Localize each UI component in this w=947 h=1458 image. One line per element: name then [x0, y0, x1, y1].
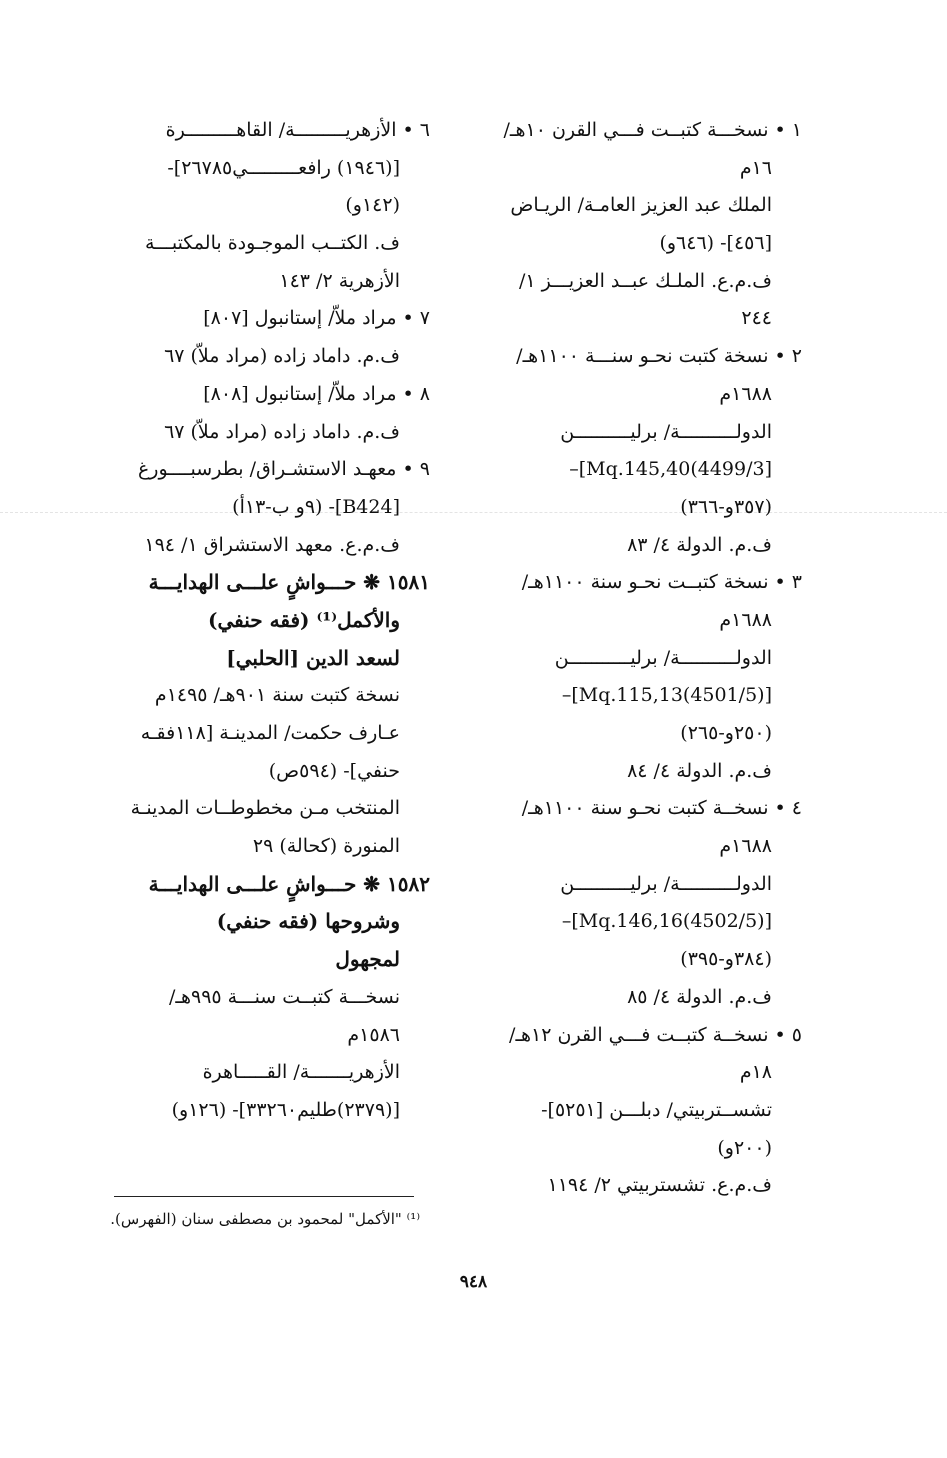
- text-line: ١٦٨٨م: [719, 835, 772, 858]
- right-column: [452, 112, 802, 1205]
- text-line: الأزهريـــــــة/ القـــــاهرة: [202, 1061, 400, 1084]
- text-line: (٢٠٠و): [717, 1136, 772, 1159]
- text-line: (٣٥٧و-٣٦٦): [680, 495, 772, 518]
- text-line: ف.م. داماد زاده (مراد ملاّ) ٦٧: [164, 420, 400, 443]
- text-line: ف.م. داماد زاده (مراد ملاّ) ٦٧: [164, 345, 400, 368]
- text-line: [B424]- (٩و ب-١٣أ): [232, 495, 400, 518]
- text-line: والأكمل⁽¹⁾ (فقه حنفي): [208, 607, 400, 632]
- text-line: ف. الكتــب الموجـودة بالمكتبـــة: [144, 232, 400, 255]
- text-line: ٤ • نسخــة كتبت نحـو سنة ١١٠٠هـ/: [521, 797, 802, 820]
- text-line: ٨ • مراد ملاّ/ إستانبول [٨٠٨]: [203, 382, 430, 405]
- text-line: الدولــــــــــة/ برليــــــــــن: [560, 420, 772, 443]
- footnote: ⁽¹⁾ "الأكمل" لمحمود بن مصطفى سنان (الفهرس).: [110, 1210, 420, 1228]
- text-line: وشروحها (فقه حنفي): [216, 909, 400, 934]
- text-line: حنفي]- (٥٩٤ص): [268, 759, 400, 782]
- text-line: المنورة (كحالة) ٢٩: [252, 835, 400, 858]
- text-line: ف.م.ع. تشستربيتي ٢/ ١١٩٤: [547, 1174, 772, 1197]
- text-line: الملك عبد العزيز العامـة/ الريـاض: [510, 194, 772, 217]
- text-line: ف.م. الدولة ٤/ ٨٤: [627, 759, 772, 782]
- text-line: (٣٨٤و-٣٩٥): [680, 948, 772, 971]
- text-line: [(4502/5)Mq.146,16]–: [561, 910, 772, 933]
- page-number: ٩٤٨: [459, 1272, 488, 1292]
- text-line: لسعد الدين [الحلبي]: [226, 645, 400, 670]
- footnote-separator: [114, 1196, 414, 1197]
- text-line: ٥ • نسخــة كتبــت فـــي القرن ١٢هـ/: [509, 1023, 802, 1046]
- text-line: [4499/3)Mq.145,40]–: [569, 458, 772, 481]
- text-line: لمجهول: [335, 947, 400, 972]
- text-line: عـارف حكمت/ المدينـة [١١٨فقـه: [140, 722, 400, 744]
- text-line: ٧ • مراد ملاّ/ إستانبول [٨٠٧]: [203, 307, 430, 330]
- left-column: [80, 112, 430, 1130]
- text-line: ٦ • الأزهريـــــــــة/ القاهـــــــــرة: [165, 119, 430, 141]
- text-line: (١٤٢و): [345, 194, 400, 217]
- text-line: ١ • نسخـــة كتبــت فـــي القرن ١٠هـ/: [503, 119, 802, 141]
- text-line: المنتخب مـن مخطوطــات المدينـة: [130, 797, 400, 820]
- text-line: [٤٥٦]- (٦٤٦و): [659, 232, 772, 255]
- text-line: ف.م. الدولة ٤/ ٨٣: [627, 533, 772, 556]
- text-line: ف.م.ع. معهد الاستشراق ١/ ١٩٤: [144, 533, 400, 556]
- text-line: نسخة كتبت سنة ٩٠١هـ/ ١٤٩٥م: [154, 684, 400, 707]
- text-line: [(4501/5)Mq.115,13]–: [561, 684, 772, 707]
- text-line: ١٥٨٢ ❋ حـــواشٍ علـــى الهدايـــة: [148, 871, 430, 896]
- text-line: الدولــــــــــة/ برليـــــــــــن: [554, 646, 772, 669]
- text-line: الدولــــــــــة/ برليــــــــــن: [560, 872, 772, 895]
- text-line: ١٥٨١ ❋ حـــواشٍ علـــى الهدايـــة: [148, 570, 430, 595]
- text-line: تشســتربيتي/ دبلـــن [٥٢٥١]-: [541, 1098, 772, 1121]
- text-line: ٢ • نسخة كتبت نحـو سنـــة ١١٠٠هـ/: [516, 345, 802, 368]
- text-line: ف.م. الدولة ٤/ ٨٥: [627, 985, 772, 1008]
- text-line: ف.م.ع. الملـك عبــد العزيـــز ١/: [519, 269, 772, 292]
- text-line: [(٢٣٧٩)طليم٣٣٢٦٠]- (١٢٦و): [171, 1098, 400, 1121]
- text-line: ١٨م: [739, 1061, 772, 1084]
- text-line: الأزهرية ٢/ ١٤٣: [279, 269, 400, 292]
- text-line: ٢٤٤: [741, 307, 772, 330]
- text-line: ١٥٨٦م: [347, 1023, 400, 1046]
- text-line: [(١٩٤٦) رافعـــــــــي٢٦٧٨٥]-: [167, 156, 400, 179]
- text-line: ١٦٨٨م: [719, 608, 772, 631]
- text-line: ١٦٨٨م: [719, 382, 772, 405]
- text-line: ١٦م: [739, 156, 772, 179]
- text-line: نسخـــة كتبــت سنـــة ٩٩٥هـ/: [169, 985, 400, 1008]
- text-line: ٣ • نسخة كتبــت نحـو سنة ١١٠٠هـ/: [521, 571, 802, 594]
- text-line: (٢٥٠و-٢٦٥): [680, 722, 772, 744]
- text-line: ٩ • معهـد الاستشـراق/ بطرسبــــورغ: [137, 458, 430, 481]
